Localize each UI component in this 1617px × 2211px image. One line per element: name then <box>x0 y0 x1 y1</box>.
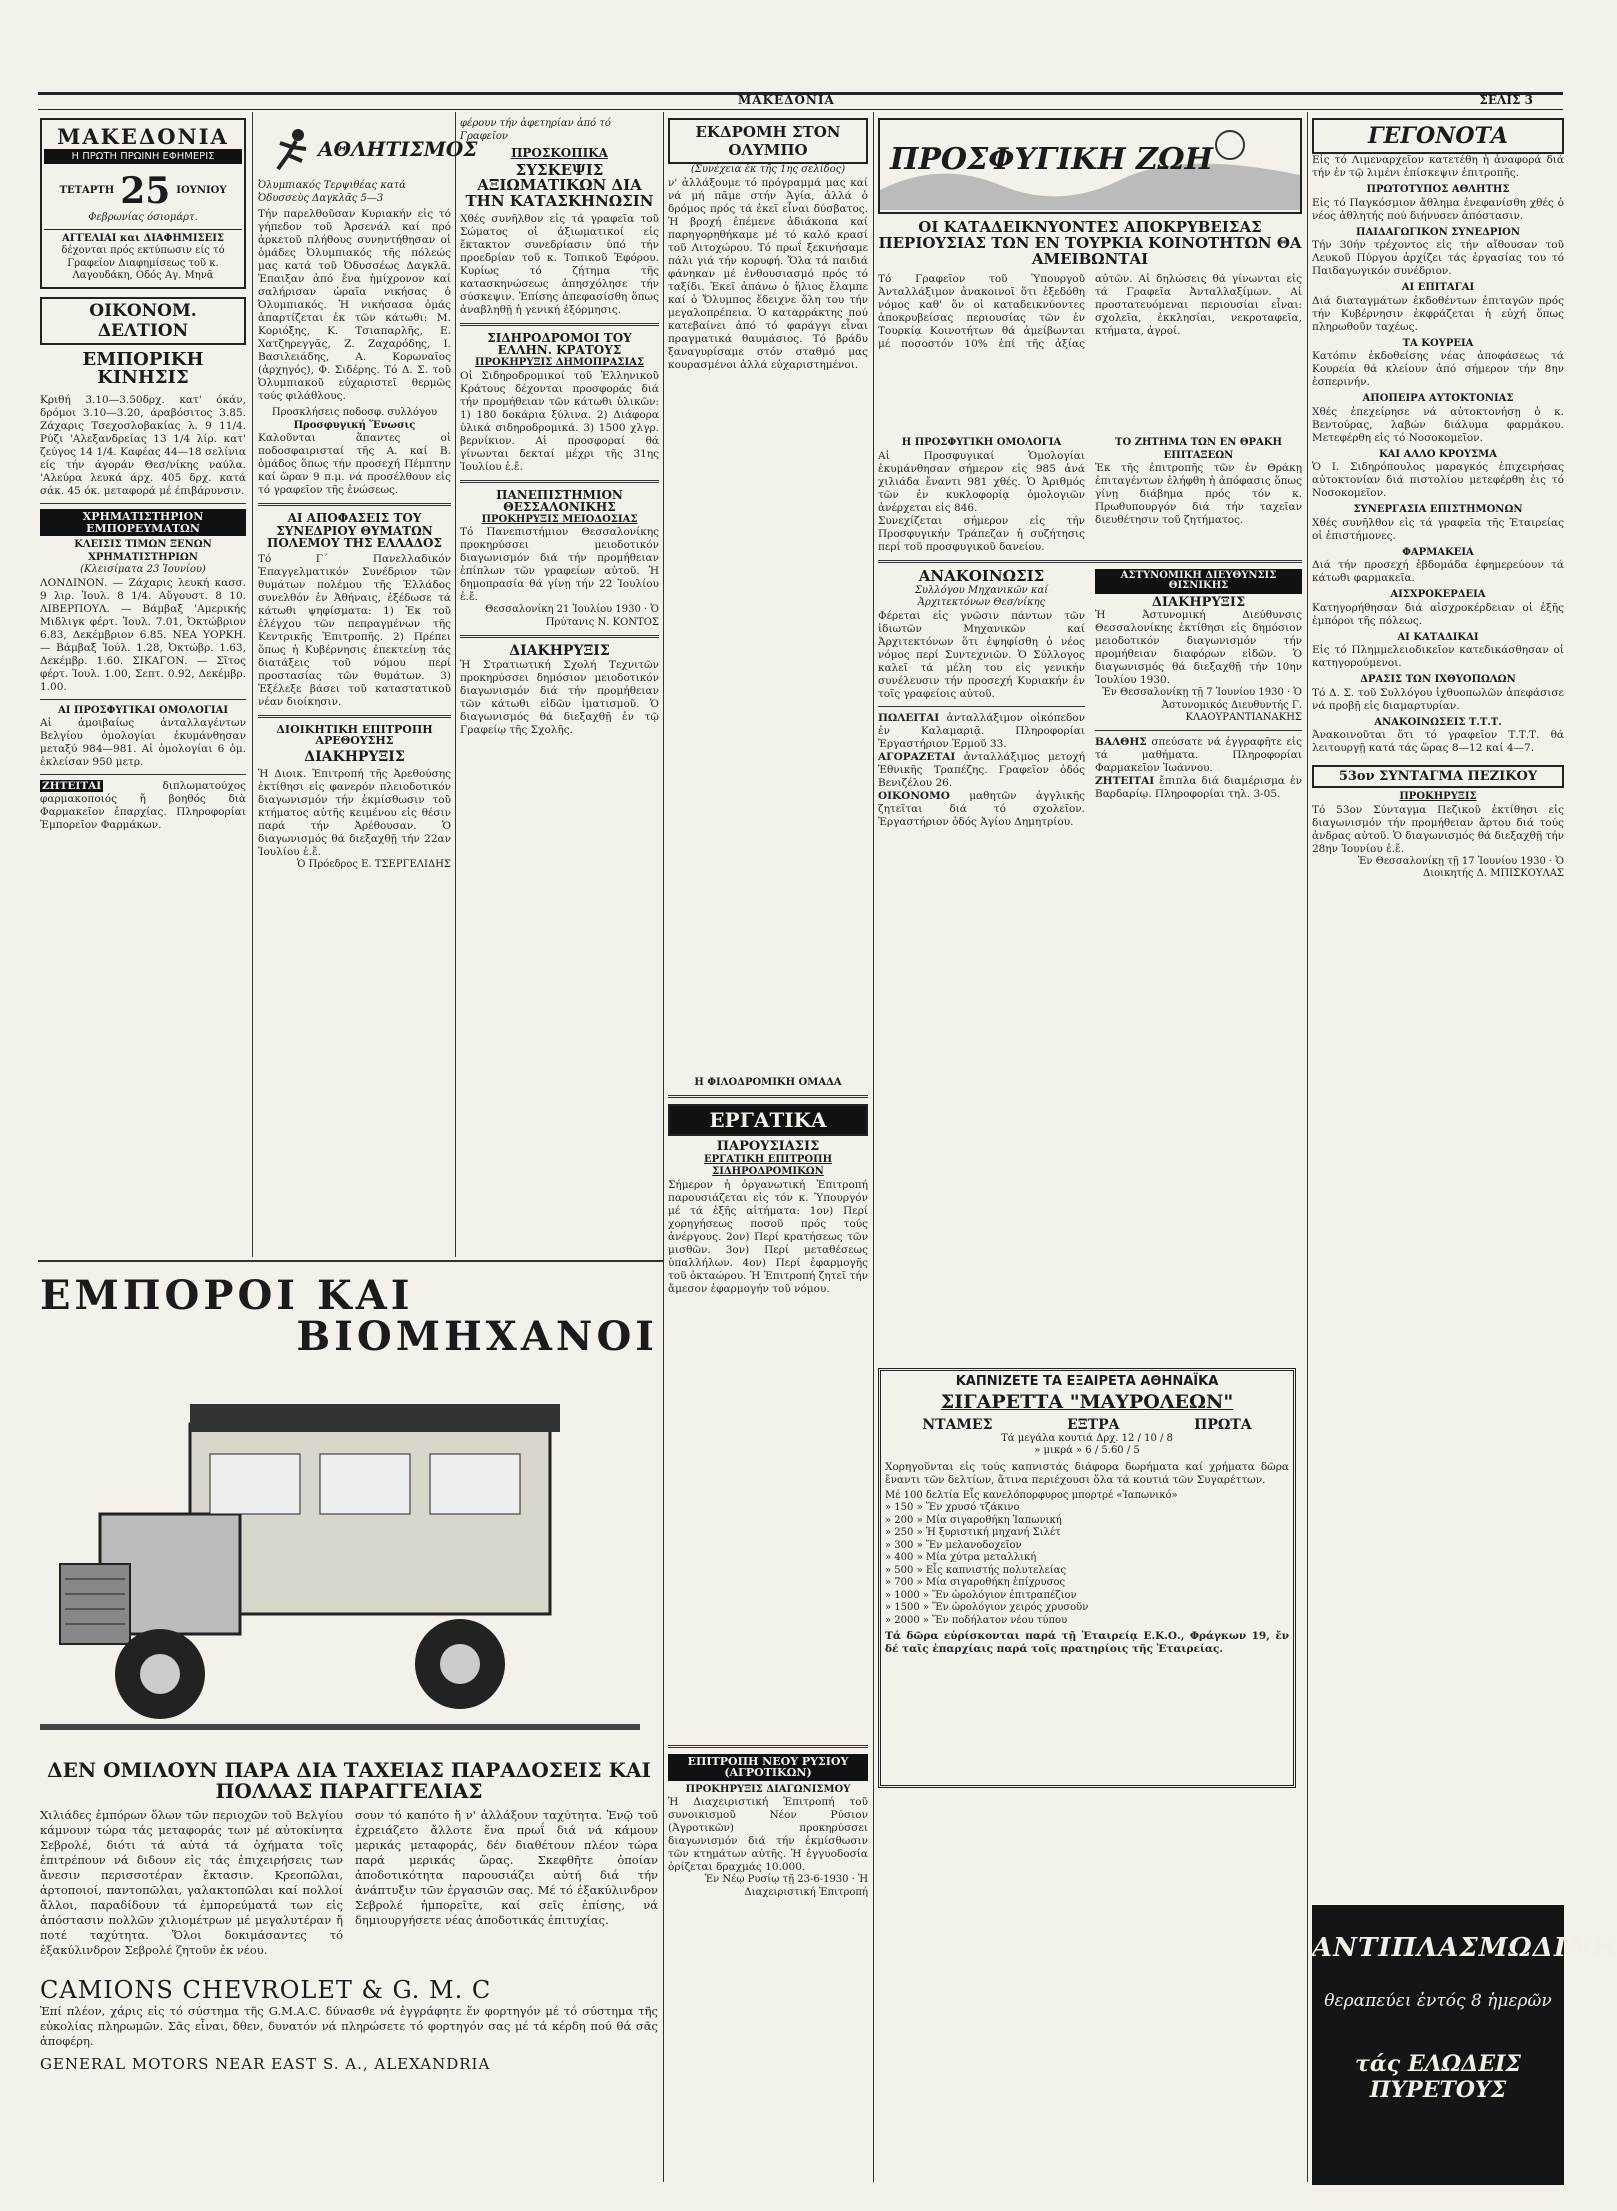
events-h4: ΤΑ ΚΟΥΡΕΙΑ <box>1402 337 1474 349</box>
page-number: ΣΕΛΙΣ 3 <box>1479 93 1533 107</box>
header-title: ΜΑΚΕΔΟΝΙΑ <box>738 93 835 107</box>
events-h3: ΑΙ ΕΠΙΤΑΓΑΙ <box>1401 282 1475 293</box>
exchange-subtitle: ΚΛΕΙΣΙΣ ΤΙΜΩΝ ΞΕΝΩΝ ΧΡΗΜΑΤΙΣΤΗΡΙΩΝ <box>74 539 212 563</box>
events-p9: Κατηγορήθησαν διά αἰσχροκέρδειαν οἱ ἑξῆς ἐμπόροι τῆς πόλεως. <box>1312 601 1564 627</box>
thrace-body: Ἐκ τῆς ἐπιτροπῆς τῶν ἐν Θράκῃ ἐπιταγέντων ἐλήφθη ἡ ἀπόφασις ὅπως γίνῃ διάβημα πρός τόν κ. Πρωθυπουργόν διά τήν ταχεῖαν διευθέτησιν τοῦ ζητήματος. <box>1095 462 1302 527</box>
refugee-body: Τό Γραφεῖον τοῦ Ὑπουργοῦ Ἀνταλλάξιμον ἀνακοινοῖ ὅτι ἐξεδόθη νόμος καθ' ὅν οἱ καταδεικνύοντες ἀποκρυβείσας περιουσίας τῶν ἐν Τουρκίᾳ Κοινοτήτων θά ἀμείβωνται μέ ποσοστόν 10% ἐπί τῆς ἀξίας αὐτῶν. Αἱ δηλώσεις θά γίνωνται εἰς τά Γραφεῖα Ἀνταλλαξίμων. Αἱ προστατευόμεναι περιουσίαι εἶναι: σχολεῖα, ἐκκλησίαι, νεκροταφεῖα, κτήματα, ἀγροί. <box>878 273 1302 351</box>
events-h1: ΠΡΩΤΟΤΥΠΟΣ ΑΘΛΗΤΗΣ <box>1366 184 1510 195</box>
refugee-bonds-body: Αἱ ἀμοιβαίως ἀνταλλαγέντων Βελγίου ὁμολογίαι ἐκυμάνθησαν μεταξύ 984—981. Αἱ ὁμολογίαι 6 ὀμ. ἐκλείσαν 950 μετρ. <box>40 717 246 769</box>
masthead-day: 25 <box>120 170 171 212</box>
prosk-lead: φέρουν τήν ἀφετηρίαν ἀπό τό Γραφεῖον <box>460 118 611 142</box>
diakiryxis-body: Ἡ Στρατιωτική Σχολή Τεχνιτῶν προκηρύσσει δημόσιον μειοδοτικόν διαγωνισμόν διά τήν προμήθειαν τῶν κάτωθι εἰδῶν ἱματισμοῦ. Ὁ διαγωνισμός θά διεξαχθῇ ἐν τῷ Γραφείῳ τῆς Σχολῆς. <box>460 658 659 736</box>
exchange-date: (Κλεισίματα 23 Ἰουνίου) <box>80 564 206 576</box>
sports-banner <box>258 118 478 180</box>
merchants-headline: ΔΕΝ ΟΜΙΛΟΥΝ ΠΑΡΑ ΔΙΑ ΤΑΧΕΙΑΣ ΠΑΡΑΔΟΣΕΙΣ ΚΑΙ ΠΟΛΛΑΣ ΠΑΡΑΓΓΕΛΙΑΣ <box>47 1758 651 1803</box>
small-ad-5-label: ΖΗΤΕΙΤΑΙ <box>1095 774 1155 787</box>
prosk-title: ΠΡΟΣΚΟΠΙΚΑ <box>511 146 608 160</box>
refugee-banner <box>878 118 1302 214</box>
olympus-continued: (Συνέχεια ἐκ τῆς 1ης σελίδος) <box>690 164 846 175</box>
runner-icon <box>258 125 314 173</box>
university-sign: Θεσσαλονίκη 21 Ἰουλίου 1930 · Ὁ Πρύτανις Ν. ΚΟΝΤΟΣ <box>485 604 659 628</box>
cigarette-advertisement <box>878 1368 1296 1788</box>
cigarette-reward-item: » 1000 » Ἕν ὡρολόγιον ἐπιτραπέζιον <box>885 1589 1077 1601</box>
wanted-label: ΖΗΤΕΙΤΑΙ <box>42 780 102 793</box>
cigarette-reward-item: » 2000 » Ἕν ποδήλατον νέου τύπου <box>885 1614 1068 1626</box>
events-p11: Τό Δ. Σ. τοῦ Συλλόγου ἰχθυοπωλῶν ἀπεφάσισε νά προβῇ εἰς διαμαρτυρίαν. <box>1312 686 1564 712</box>
refugee-bonds-title: ΑΙ ΠΡΟΣΦΥΓΙΚΑΙ ΟΜΟΛΟΓΙΑΙ <box>57 704 229 716</box>
ads-text: δέχονται πρός εκτύπωσιν είς τό Γραφείον Διαφημίσεως τοῦ κ. Λαγουδάκη, Οδός Αγ. Μηνᾶ <box>61 245 225 281</box>
cigarette-col-2: ΕΞΤΡΑ <box>1067 1416 1120 1433</box>
events-title: ΓΕΓΟΝΟΤΑ <box>1312 118 1564 154</box>
merchants-title-1: ΕΜΠΟΡΟΙ ΚΑΙ <box>40 1272 414 1319</box>
cigarette-reward-item: » 500 » Εἷς καπνιστής πολυτελείας <box>885 1564 1067 1576</box>
small-ad-2-label: ΑΓΟΡΑΖΕΤΑΙ <box>878 750 956 763</box>
chevrolet-brand: CAMIONS CHEVROLET & G. M. C <box>40 1976 492 2004</box>
masthead-title: ΜΑΚΕΔΟΝΙΑ <box>57 124 229 149</box>
masthead-saint: Φεβρωνίας όσιομάρτ. <box>88 212 198 223</box>
cigarette-footer: Τά δῶρα εὑρίσκονται παρά τῇ Ἑταιρείᾳ Ε.Κ.Ο., Φράγκων 19, ἔν δέ ταῖς ἐπαρχίαις παρά τοῖς πρατηρίοις τῆς Ἑταιρείας. <box>885 1630 1289 1656</box>
events-p5: Χθές ἐπεχείρησε νά αὐτοκτονήσῃ ὁ κ. Βεντούρας, λαβών διάλυμα φαρμάκου. Μετεφέρθη εἰς τό Νοσοκομεῖον. <box>1312 405 1564 444</box>
column-rule <box>455 112 456 1257</box>
column-rule <box>873 112 874 2182</box>
exchange-body: ΛΟΝΔΙΝΟΝ. — Ζάχαρις λευκή κασσ. 9 λιρ. Ἰουλ. 8 1/4. Αὔγουστ. 8 10. ΛΙΒΕΡΠΟΥΛ. — Βάμβαξ 'Αμερικής Μιδλιγκ φέρτ. Ἰουλ. 7.01, Ὀκτώβριον 6.83, Δεκέμβριον 6.85. ΝΕΑ ΥΟΡΚΗ. — Βάμβαξ Ἰούλ. 1.28, Ὀκτώβρ. 1.63, Δεκέμβρ. 1.60. ΣΙΚΑΓΟΝ. — Σῖτος φέρτ. Ἰουλ. 1.00, Σεπτ. 0.92, Δεκέμβρ. 1.00. <box>40 576 246 693</box>
column-rule <box>663 112 664 2182</box>
small-ad-4: σπεύσατε νά ἐγγραφῆτε εἰς τά μαθήματα. Πληροφορίαι Φαρμακεῖον Ἰωάννου. <box>1095 735 1302 774</box>
refugee-banner-title: ΠΡΟΣΦΥΓΙΚΗ ΖΩΗ <box>890 142 1213 177</box>
sports-body: Τήν παρελθοῦσαν Κυριακήν εἰς τό γήπεδον τοῦ Ἀρσενάλ καί πρό ἀρκετοῦ πλήθους συνηντήθησαν οἱ ὁμάδες Ὀλυμπιακός τῆς πόλεώς μας κατά τοῦ Ὀδυσσέως Δαγκλᾶ. Ἐπαιξαν ἀπό ἔνα ἡμίχρονον καί σαλήρισαν ὡραῖα νικήσας ὁ Ὀλυμπιακός. Ἡ νικήσασα ὁμάς ἀπαρτίζεται ἐκ τῶν κάτωθι: Μ. Κοριόξης, Κ. Τσιαπαρλῆς, Ε. Χατζηρεγγᾶς, Ζ. Ζαχαρόδης, Ι. Βασιλειάδης, Α. Κορωναῖος (ἀρχηγός), Φ. Σιδέρης. Τό Δ. Σ. τοῦ Ὀλυμπιακοῦ εὐχαριστεῖ θερμῶς τούς φιλάθλους. <box>258 208 451 402</box>
events-h13: 53ον ΣΥΝΤΑΓΜΑ ΠΕΖΙΚΟΥ <box>1312 765 1564 788</box>
column-1 <box>40 118 246 1258</box>
events-p12: Ἀνακοινοῦται ὅτι τό γραφεῖον Τ.Τ.Τ. θά λειτουργῇ κατά τάς ὥρας 8—12 καί 4—7. <box>1312 729 1564 754</box>
events-p8: Διά τήν προσεχή ἑβδομάδα ἐφημερεύουν τά κάτωθι φαρμακεῖα. <box>1312 559 1564 584</box>
events-p4: Κατόπιν ἐκδοθείσης νέας ἀποφάσεως τά Κουρεία θά κλείουν ἀπό σήμερον τήν 8ην ἑσπερινήν. <box>1312 350 1564 388</box>
prosk-body: Χθές συνῆλθον εἰς τά γραφεῖα τοῦ Σώματος οἱ ἀξιωματικοί εἰς ἔκτακτον συνεδρίασιν ὑπό τήν προεδρίαν τοῦ κ. Τοπικοῦ Ἐφόρου. Κυρίως τό ζήτημα τῆς κατασκηνώσεως ἀπησχόλησε τήν σύσκεψιν. Ἐπίσης ἀπεφασίσθη ὅπως ἀναβληθῇ ἡ γενική ἐξόρμησις. <box>460 212 659 316</box>
announcement-body: Φέρεται εἰς γνῶσιν πάντων τῶν ἰδιωτῶν Μηχανικῶν καί Ἀρχιτεκτόνων ὅτι ἐψηφίσθη ὁ νέος νόμος περί Συντεχνιῶν. Ὁ Σύλλογος καλεῖ τά μέλη του εἰς γενικήν συνέλευσιν τήν προσεχή Κυριακήν ἐν τοῖς γραφείοις αὐτοῦ. <box>878 609 1085 700</box>
antiplasmodine-advertisement <box>1312 1905 1617 2185</box>
cigarette-brand: ΣΙΓΑΡΕΤΤΑ "ΜΑΥΡΟΛΕΩΝ" <box>940 1390 1234 1413</box>
railway-body: Οἱ Σιδηροδρομικοί τοῦ Ἑλληνικοῦ Κράτους δέχονται προσφοράς διά τήν προμήθειαν τῶν κάτωθι ὑλικῶν: 1) 180 δοκάρια ξύλινα. 2) Διάφορα ὑλικά σιδηροδρομικά. 3) 1500 χλγρ. βερνίκιον. Αἱ προσφοραί θά γίνωνται δεκταί μέχρι τῆς 31ης Ἰουλίου ἐ.ἔ. <box>460 369 659 473</box>
events-h12: ΑΝΑΚΟΙΝΩΣΕΙΣ Τ.Τ.Τ. <box>1374 716 1502 728</box>
antiplas-bottom: τάς ΕΛΩΔΕΙΣ ΠΥΡΕΤΟΥΣ <box>1355 2051 1521 2103</box>
diakiryxis-title: ΔΙΑΚΗΡΥΞΙΣ <box>509 643 610 660</box>
police-sign: Ἐν Θεσσαλονίκῃ τῇ 7 Ἰουνίου 1930 · Ὁ Ἀστυνομικός Διευθυντής Γ. ΚΛΑΟΥΡΑΝΤΙΑΝΑΚΗΣ <box>1102 687 1302 724</box>
police-body: Ἡ Ἀστυνομική Διεύθυνσις Θεσσαλονίκης ἐκτίθησι εἰς δημόσιον μειοδοτικόν διαγωνισμόν τήν προμήθειαν διαφόρων εἰδῶν. Ὁ διαγωνισμός θά διεξαχθῇ τήν 10ην Ἰουλίου 1930. <box>1095 609 1302 687</box>
small-ad-1-label: ΠΩΛΕΙΤΑΙ <box>878 711 940 724</box>
cigarette-reward-item: Μέ 100 δελτία Εἷς κανελόπορφυρος μπορτρέ «Ἰαπωνικό» <box>885 1489 1178 1501</box>
refugee-meetings: Συνεχίζεται σήμερον εἰς τήν Προσφυγικήν Τράπεζαν ἡ συζήτησις περί τοῦ προσφυγικοῦ δανείου. <box>878 514 1085 553</box>
exchange-title: ΧΡΗΜΑΤΙΣΤΗΡΙΟΝ ΕΜΠΟΡΕΥΜΑΤΩΝ <box>40 509 246 536</box>
youth-title: ΕΠΙΤΡΟΠΗ ΝΕΟΥ ΡΥΣΙΟΥ (ΑΓΡΟΤΙΚΩΝ) <box>668 1754 868 1781</box>
cigarette-col-1: ΝΤΑΜΕΣ <box>922 1416 993 1433</box>
small-ad-3: μαθητῶν ἀγγλικῆς ζητεῖται διά τό σχολεῖον. Ἐργαστήριον ὁδός Ἀγίου Δημητρίου. <box>878 789 1085 828</box>
merchants-title-2: ΒΙΟΜΗΧΑΝΟΙ <box>296 1313 658 1360</box>
events-h10: ΑΙ ΚΑΤΑΔΙΚΑΙ <box>1397 631 1479 643</box>
events-h8: ΦΑΡΜΑΚΕΙΑ <box>1402 546 1474 558</box>
arethousa-subtitle: ΔΙΑΚΗΡΥΞΙΣ <box>304 748 405 765</box>
university-subtitle: ΠΡΟΚΗΡΥΞΙΣ ΜΕΙΟΔΟΣΙΑΣ <box>481 513 638 525</box>
horizontal-rule <box>38 1260 663 1262</box>
events-h6: ΚΑΙ ΑΛΛΟ ΚΡΟΥΣΜΑ <box>1378 448 1498 460</box>
railway-title: ΣΙΔΗΡΟΔΡΟΜΟΙ ΤΟΥ ΕΛΛΗΝ. ΚΡΑΤΟΥΣ <box>487 330 632 358</box>
small-ad-3-label: ΟΙΚΟΝΟΜΟ <box>878 789 950 802</box>
events-h11: ΔΡΑΣΙΣ ΤΩΝ ΙΧΘΥΟΠΩΛΩΝ <box>1360 674 1516 685</box>
events-p13: Τό 53ον Σύνταγμα Πεζικοῦ ἐκτίθησι εἰς διαγωνισμόν τήν προμήθειαν ἄρτου διά τούς ἀνδρας αὐτοῦ. Ὁ διαγωνισμός θά διεξαχθῇ τήν 28ην Ἰουνίου ἐ.ἔ. <box>1312 803 1564 855</box>
events-p6: Ὁ Ι. Σιδηρόπουλος μαραγκός ἐπιχειρήσας αὐτοκτονίαν διά πιστολίου μετεφέρθη ἐις τό Νοσοκομεῖον. <box>1312 461 1564 499</box>
resolutions-title: ΑΙ ΑΠΟΦΑΣΕΙΣ ΤΟΥ ΣΥΝΕΔΡΙΟΥ ΘΥΜΑΤΩΝ ΠΟΛΕΜΟΥ ΤΗΣ ΕΛΛΑΔΟΣ <box>267 511 442 551</box>
sports-notice-body: Καλοῦνται ἅπαντες οἱ ποδοσφαιρισταί τῆς Α. καί Β. ὁμάδος ὅπως τήν προσεχή Πέμπτην καί ὥραν 9 π.μ. νά προσέλθουν εἰς τό γραφεῖον τῆς ἑνώσεως. <box>258 432 451 496</box>
prosk-headline: ΣΥΣΚΕΨΙΣ ΑΞΙΩΜΑΤΙΚΩΝ ΔΙΑ ΤΗΝ ΚΑΤΑΣΚΗΝΩΣΙΝ <box>465 160 654 211</box>
sports-title: ΑΘΛΗΤΙΣΜΟΣ <box>318 137 478 161</box>
thrace-title: ΤΟ ΖΗΤΗΜΑ ΤΩΝ ΕΝ ΘΡΑΚΗ ΕΠΙΤΑΞΕΩΝ <box>1115 437 1282 461</box>
university-title: ΠΑΝΕΠΙΣΤΗΜΙΟΝ ΘΕΣΣΑΛΟΝΙΚΗΣ <box>496 487 623 515</box>
police-subtitle: ΔΙΑΚΗΡΥΞΙΣ <box>1151 594 1246 610</box>
masthead-month: ΙΟΥΝΙΟΥ <box>176 184 227 196</box>
police-title: ΑΣΤΥΝΟΜΙΚΗ ΔΙΕΥΘΥΝΣΙΣ ΘΙΣΝΙΚΗΣ <box>1095 569 1302 594</box>
econ-headline: ΕΜΠΟΡΙΚΗ ΚΙΝΗΣΙΣ <box>82 348 204 389</box>
arethousa-sign: Ὁ Πρόεδρος Ε. ΤΣΕΡΓΕΛΙΔΗΣ <box>296 858 451 870</box>
events-h5: ΑΠΟΠΕΙΡΑ ΑΥΤΟΚΤΟΝΙΑΣ <box>1362 393 1514 404</box>
small-ad-1: ἀνταλλάξιμον οἰκόπεδον ἐν Καλαμαριᾷ. Πληροφορίαι Ἐργαστήριον Ἑρμοῦ 33. <box>878 711 1085 750</box>
refugee-bond-body: Αἱ Προσφυγικαί Ὁμολογίαι ἐκυμάνθησαν σήμερον εἰς 985 ἀνά χιλιάδα ἔναντι 981 χθές. Ὁ Ἀριθμός τῶν ἐν κυκλοφορίᾳ ὁμολογιῶν ἀνέρχεται εἰς 846. <box>878 449 1085 514</box>
olympus-title: ΕΚΔΡΟΜΗ ΣΤΟΝ ΟΛΥΜΠΟ <box>668 118 868 164</box>
cigarette-col-3: ΠΡΩΤΑ <box>1194 1416 1252 1433</box>
cigarette-reward-item: » 300 » Ἕν μελανοδοχεῖον <box>885 1539 1022 1551</box>
masthead-subtitle: Η ΠΡΩΤΗ ΠΡΩΙΝΗ ΕΦΗΜΕΡΙΣ <box>44 149 242 164</box>
wanted-body: διπλωματούχος φαρμακοποιός ἤ βοηθός διὰ Φαρμακεῖον ἐπαρχίας. Πληροφορίαι Ἐμπορεῖον Φαρμάκων. <box>40 780 246 832</box>
olympus-body: ν' ἀλλάξουμε τό πρόγραμμά μας καί νά μή πᾶμε στήν Ἀγία, ἀλλά ὁ δρόμος πρός τά ἐκεῖ εἶναι δύσβατος. Ἡ βροχή ἐπέμενε ἀδιάκοπα καί παρηγορηθήκαμε μέ τό καλό κρασί τοῦ Λιτοχώρου. Τό πρωΐ ξεκινήσαμε πάλι γιά τήν κορυφή. Ὅλα τά παιδιά φάνηκαν μέ ἐνθουσιασμό πρός τό ταξίδι. Ἐκεῖ ἀπάνω ὁ ἥλιος ἔλαμπε καί ὁ Ὄλυμπος ἔδειχνε ὅλη του τήν μεγαλοπρέπεια. Ὁ καταρράκτης πού κατεβαίνει ἀπό τό φαράγγι εἶναι πραγματικά θαυμάσιος. Τό βράδυ ξαναγυρίσαμε στόν σταθμό μας κουρασμένοι ἀλλά εὐχαριστημένοι. <box>668 176 868 371</box>
arethousa-title: ΔΙΟΙΚΗΤΙΚΗ ΕΠΙΤΡΟΠΗ ΑΡΕΘΟΥΣΗΣ <box>276 722 433 748</box>
events-body: Εἰς τό Λιμεναρχεῖον κατετέθη ἡ ἀναφορά διά τήν ἐν τῷ λιμένι ἐπίσκεψιν ἐπιτροπῆς. <box>1312 154 1564 179</box>
chevrolet-advertisement <box>40 1272 658 2192</box>
masthead-weekday: ΤΕΤΑΡΤΗ <box>59 184 115 196</box>
cigarette-reward-item: » 150 » Ἕν χρυσό τζάκινο <box>885 1502 1020 1514</box>
announcement-title: ΑΝΑΚΟΙΝΩΣΙΣ <box>918 566 1045 585</box>
merchants-body-1: Χιλιάδες ἐμπόρων ὅλων τῶν περιοχῶν τοῦ Βελγίου κάμνουν τώρα τάς μεταφοράς των μέ αὐτοκίνητα Σεβρολέ, διότι τά αὐτά τά ὀχήματα τοῖς ἐπιτρέπουν νά διδουν εἰς τάς ἐπιχειρήσεις των ἄνεσιν περισσοτέραν ἔκτασιν. Κρεοπῶλαι, ἀρτοποιοί, παντοπῶλαι, γαλακτοπῶλαι καί πολλοί ἄλλοι, παραδίδουν τά ἐμπορεύματά των εἰς ἀπόστασιν πολλῶν χιλιομέτρων μέ μεγαλυτέραν ἤ ποτέ ταχύτητα. Ὅλοι δοκιμάσαντες τό ἐξακύλινδρον Σεβρολέ ζητοῦν ἐκ νέου. <box>40 1808 343 1957</box>
truck-illustration <box>40 1364 640 1754</box>
column-5-6 <box>878 118 1302 2188</box>
ergatika-body: Σήμερον ἡ ὀργανωτική Ἐπιτροπή παρουσιάζεται εἰς τόν κ. Ὑπουργόν μέ τά ἑξῆς αἰτήματα: 1ον) Περί χορηγήσεως ποσοῦ πρός τούς ἀνέργους. 2ον) Περί κρατήσεως τῶν μισθῶν. 3ον) Περί μεταθέσεως ὑπαλλήλων. 4ον) Περί ἐφαρμογῆς τοῦ ὀκταώρου. Ἡ Ἐπιτροπή ζητεῖ τήν ἄμεσον ἐφαρμογήν τοῦ νόμου. <box>668 1178 868 1295</box>
small-ad-2: ἀνταλλάξιμος μετοχή Ἐθνικῆς Τραπέζης. Γραφεῖον ὁδός Βενιζέλου 26. <box>878 750 1085 789</box>
events-p3: Διά διαταγμάτων ἐκδοθέντων ἐπιταγῶν πρός τήν Κυβέρνησιν ἐκφράζεται ἡ εὐχή ὅπως πληρωθοῦν ταχέως. <box>1312 294 1564 333</box>
cigarette-reward-item: » 250 » Ἡ ξυριστική μηχανή Σιλέτ <box>885 1527 1061 1539</box>
announcement-subtitle: Συλλόγου Μηχανικῶν καί Ἀρχιτεκτόνων Θεσ/νίκης <box>914 584 1049 608</box>
events-p1: Εἰς τό Παγκόσμιον ἄθλημα ἐνεφανίσθη χθές ὁ νέος ἀθλητής πού διήνυσεν ἀπόστασιν. <box>1312 196 1564 222</box>
resolutions-body: Τό Γ΄ Πανελλαδικόν Ἐπαγγελματικόν Συνέδριον τῶν θυμάτων πολέμου τῆς Ἑλλάδος συνελθόν ἐν Ἀθήναις, ἐξέδωσε τά κάτωθι ψηφίσματα: 1) Ἐκ τοῦ ἐλέγχου τῶν πεπραγμένων τῆς Κεντρικῆς Ἐπιτροπῆς. 2) Πρέπει ὅπως ἡ Κυβέρνησις ἐπεκτείνῃ τάς διατάξεις τοῦ νόμου περί προστασίας τῶν θυμάτων. 3) Ἐξέλεξε βάσει τοῦ καταστατικοῦ νέαν διοίκησιν. <box>258 552 451 708</box>
column-3 <box>460 118 659 1258</box>
events-p7: Χθές συνῆλθον εἰς τά γραφεῖα τῆς Ἑταιρείας οἱ ἐπιστήμονες. <box>1312 516 1564 542</box>
youth-body: Ἡ Διαχειριστική Ἐπιτροπή τοῦ συνοικισμοῦ Νέον Ρύσιον (Ἀγροτικῶν) προκηρύσσει διαγωνισμόν διά τήν ἐκμίσθωσιν τῶν κτημάτων αὐτῆς. Ἡ ἐγγυοδοσία ὁρίζεται δραχμάς 10.000. <box>668 1796 868 1874</box>
events-sign: Ἐν Θεσσαλονίκῃ τῇ 17 Ἰουνίου 1930 · Ὁ Διοικητής Δ. ΜΠΙΣΚΟΥΛΑΣ <box>1357 855 1564 879</box>
olympus-sign: Η ΦΙΛΟΔΡΟΜΙΚΗ ΟΜΑΔΑ <box>694 1076 842 1088</box>
cigarette-rewards <box>885 1490 1289 1628</box>
cigarette-promo: Χορηγοῦνται εἰς τούς καπνιστάς διάφορα δωρήματα καί χρήματα δῶρα ἔναντι τῶν δελτίων, ἅτινα περιέχουσι ὅλα τά κουτιά τῶν Συγαρέττων. <box>885 1460 1289 1486</box>
ergatika-subtitle-2: ΕΡΓΑΤΙΚΗ ΕΠΙΤΡΟΠΗ ΣΙΔΗΡΟΔΡΟΜΙΚΩΝ <box>703 1153 833 1178</box>
cigarette-top: ΚΑΠΝΙΖΕΤΕ ΤΑ ΕΞΑΙΡΕΤΑ ΑΘΗΝΑΪΚΑ <box>955 1374 1219 1389</box>
merchants-body-2: σουν τό καπότο ἤ ν' ἀλλάξουν ταχύτητα. Ἐνῷ τοῦ ἐχρειάζετο ἄλλοτε ἕνα πρωΐ διά νά κάμουν μερικάς μεταφοράς, δέν διαθέτουν πλέον τώρα παρά μερικάς ὥρας. Σκεφθῆτε ὁποίαν ἀποδοτικότητα παρουσιάζει αὐτή διά τήν ἀνάπτυξιν τῶν ἐργασιῶν σας. Μέ τό ἐξακύλινδρον Σεβρολέ ἠμπορεῖτε, καί σεῖς ἐπίσης, νά δημιουργήσετε νέας ἀποδοτικάς ἐπιτυχίας. <box>355 1808 658 1927</box>
column-4 <box>668 118 868 2188</box>
sports-notice-label: Προσφυγική Ἕνωσις <box>293 419 416 431</box>
ergatika-subtitle: ΠΑΡΟΥΣΙΑΣΙΣ <box>716 1139 820 1154</box>
column-rule <box>1307 112 1308 2182</box>
cigarette-prices-small: » μικρά » 6 / 5.60 / 5 <box>1034 1445 1140 1457</box>
cigarette-prices-large: Τά μεγάλα κουτιά Δρχ. 12 / 10 / 8 <box>1001 1432 1173 1444</box>
econ-section-title: ΟΙΚΟΝΟΜ. ΔΕΛΤΙΟΝ <box>40 297 246 345</box>
sports-results: Ὀλυμπιακός Τερψιθέας κατά Ὀδυσσεὺς Δαγκλᾶς 5—3 <box>258 180 406 204</box>
general-motors-footer: GENERAL MOTORS NEAR EAST S. A., ALEXANDRIA <box>40 2055 491 2073</box>
cigarette-reward-item: » 400 » Μία χύτρα μεταλλική <box>885 1552 1037 1564</box>
events-sub13: ΠΡΟΚΗΡΥΞΙΣ <box>1399 791 1477 802</box>
arethousa-body: Ἡ Διοικ. Ἐπιτροπή τῆς Ἀρεθούσης ἐκτίθησι εἰς φανερόν πλειοδοτικόν διαγωνισμόν τήν ἐκμίσθωσιν τοῦ κτήματος αὐτῆς κειμένου εἰς θέσιν παρά τήν Ἀρέθουσαν. Ὁ διαγωνισμός θά διεξαχθῇ τήν 22αν Ἰουλίου ἐ.ἔ. <box>258 767 451 858</box>
masthead <box>40 118 246 289</box>
youth-subtitle: ΠΡΟΚΗΡΥΞΙΣ ΔΙΑΓΩΝΙΣΜΟΥ <box>685 1783 851 1795</box>
column-2 <box>258 118 478 1258</box>
econ-body: Κριθή 3.10—3.50δρχ. κατ' όκάν, δρόμοι 3.10—3.20, άραβόσιτος 3.85. Ζάχαρις Τσεχοσλοβακίας λ. 9 11/4. Ρύζι 'Αλεξανδρείας 13 1/4 λίρ. κατ' ζεύγος 14 1/4. Καφέας 44—18 σελίνια είς τήν άγοράν Θεσ/νίκης ναύλα. 'Αλεύρα λευκά άρχ. 405 δρχ. κατά σάκ. 45 όκ. μεταφορά μέ έπιβάρυνσιν. <box>40 394 246 498</box>
events-p2: Τήν 30ήν τρέχοντος εἰς τήν αἴθουσαν τοῦ Λευκοῦ Πύργου ἀρχίζει τάς ἐργασίας του τό Παιδαγωγικόν συνέδριον. <box>1312 239 1564 277</box>
column-7 <box>1312 118 1564 1878</box>
column-rule <box>252 112 253 1257</box>
events-h2: ΠΑΙΔΑΓΩΓΙΚΟΝ ΣΥΝΕΔΡΙΟΝ <box>1356 226 1520 238</box>
small-ad-4-label: ΒΑΛΘΗΣ <box>1095 735 1147 748</box>
antiplas-title: ΑΝΤΙΠΛΑΣΜΩΔΙΝΗ <box>1312 1933 1617 1963</box>
events-h9: ΑΙΣΧΡΟΚΕΡΔΕΙΑ <box>1390 589 1486 600</box>
cigarette-reward-item: » 700 » Μία σιγαροθήκη ἐπίχρυσος <box>885 1577 1066 1589</box>
chevrolet-brand-text: Ἐπί πλέον, χάρις εἰς τό σύστημα τῆς G.M.A.C. δύνασθε νά ἐγγράφητε ἕν φορτηγόν μέ τό σύστημα τῆς εὐκολίας πληρωμῶν. Σᾶς εἶναι, δθεν, δυνατόν νά πληρώσετε τό φορτηγόν σας μέ τά κέρδη πού θά σᾶς ἀποφέρη. <box>40 2004 658 2048</box>
youth-sign: Ἐν Νέῳ Ρυσίῳ τῇ 23-6-1930 · Ἡ Διαχειριστική Ἐπιτροπή <box>704 1874 868 1898</box>
page-header <box>38 92 1563 110</box>
events-p10: Εἰς τό Πλημμελειοδικεῖον κατεδικάσθησαν οἱ κατηγορούμενοι. <box>1312 644 1564 669</box>
cigarette-reward-item: » 1500 » Ἕν ὡρολόγιον χειρός χρυσοῦν <box>885 1602 1089 1614</box>
events-h7: ΣΥΝΕΡΓΑΣΙΑ ΕΠΙΣΤΗΜΟΝΩΝ <box>1353 504 1523 515</box>
refugee-bond-title: Η ΠΡΟΣΦΥΓΙΚΗ ΟΜΟΛΟΓΙΑ <box>901 437 1062 449</box>
antiplas-line: θεραπεύει ἐντός 8 ἡμερῶν <box>1324 1991 1552 2011</box>
refugee-headline: ΟΙ ΚΑΤΑΔΕΙΚΝΥΟΝΤΕΣ ΑΠΟΚΡΥΒΕΙΣΑΣ ΠΕΡΙΟΥΣΙΑΣ ΤΩΝ ΕΝ ΤΟΥΡΚΙΑ ΚΟΙΝΟΤΗΤΩΝ ΘΑ ΑΜΕΙΒΩΝΤΑΙ <box>878 218 1302 268</box>
cigarette-reward-item: » 200 » Μία σιγαροθήκη Ἰαπωνική <box>885 1514 1062 1526</box>
university-body: Τό Πανεπιστήμιον Θεσσαλονίκης προκηρύσσει μειοδοτικόν διαγωνισμόν διά τήν προμήθειαν ἐπίπλων τῶν γραφείων αὐτοῦ. Ἡ δημοπρασία θά γίνῃ τήν 22 Ἰουλίου ἐ.ἔ. <box>460 526 659 604</box>
railway-subtitle: ΠΡΟΚΗΡΥΞΙΣ ΔΗΜΟΠΡΑΣΙΑΣ <box>474 357 645 369</box>
small-ad-5: ἔπιπλα διά διαμέρισμα ἐν Βαρδαρίῳ. Πληροφορίαι τηλ. 3-05. <box>1095 774 1302 800</box>
sports-notice: Προσκλήσεις ποδοσφ. συλλόγου <box>271 407 438 418</box>
ergatika-title: ΕΡΓΑΤΙΚΑ <box>668 1104 868 1136</box>
ads-title: ΑΓΓΕΛΙΑΙ και ΔΙΑΦΗΜΙΣΕΙΣ <box>62 232 224 244</box>
